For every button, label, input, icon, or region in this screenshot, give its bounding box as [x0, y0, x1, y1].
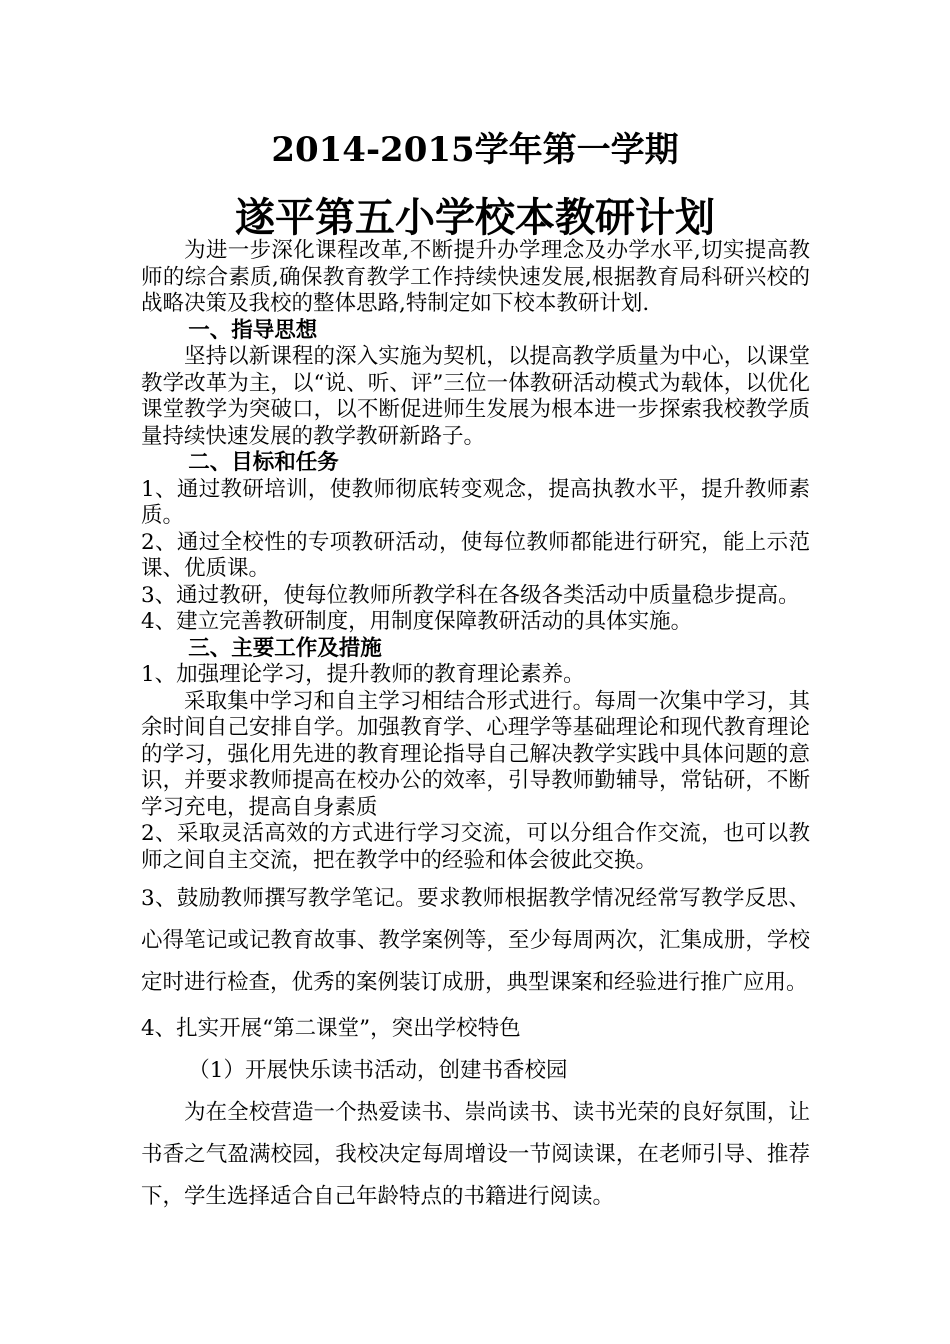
- sub-item-heading: （1）开展快乐读书活动，创建书香校园: [188, 1058, 568, 1083]
- goal-item: 2、通过全校性的专项教研活动，使每位教师都能进行研究，能上示范课、优质课。: [141, 529, 810, 581]
- measure-item: 2、采取灵活高效的方式进行学习交流，可以分组合作交流，也可以教师之间自主交流，把在教学中的经验和体会彼此交换。: [141, 821, 810, 873]
- guiding-idea-paragraph: 坚持以新课程的深入实施为契机，以提高教学质量为中心，以课堂教学改革为主，以“说、听、评”三位一体教研活动模式为载体，以优化课堂教学为突破口，以不断促进师生发展为根本进一步探索我校教学质量持续快速发展的教学教研新路子。: [141, 344, 810, 449]
- section-heading-guiding-idea: 一、指导思想: [188, 317, 318, 343]
- document-title-year: 2014-2015学年第一学期: [271, 130, 679, 170]
- goal-item: 1、通过教研培训，使教师彻底转变观念，提高执教水平，提升教师素质。: [141, 476, 810, 528]
- measure-item: 1、加强理论学习，提升教师的教育理论素养。: [141, 662, 585, 687]
- sub-item-body: 为在全校营造一个热爱读书、崇尚读书、读书光荣的良好氛围，让书香之气盈满校园，我校决定每周增设一节阅读课，在老师引导、推荐下，学生选择适合自己年龄特点的书籍进行阅读。: [141, 1100, 810, 1209]
- measure-item: 3、鼓励教师撰写教学笔记。要求教师根据教学情况经常写教学反思、心得笔记或记教育故事、教学案例等，至少每周两次，汇集成册，学校定时进行检查，优秀的案例装订成册，典型课案和经验进行推广应用。: [141, 886, 810, 995]
- intro-paragraph: 为进一步深化课程改革,不断提升办学理念及办学水平,切实提高教师的综合素质,确保教育教学工作持续快速发展,根据教育局科研兴校的战略决策及我校的整体思路,特制定如下校本教研计划.: [141, 238, 810, 316]
- measure-item-body: 采取集中学习和自主学习相结合形式进行。每周一次集中学习，其余时间自己安排自学。加强教育学、心理学等基础理论和现代教育理论的学习，强化用先进的教育理论指导自己解决教学实践中具体问题的意识，并要求教师提高在校办公的效率，引导教师勤辅导，常钻研，不断学习充电，提高自身素质: [141, 688, 810, 820]
- measure-item: 4、扎实开展“第二课堂”，突出学校特色: [141, 1016, 521, 1041]
- goal-item: 4、建立完善教研制度，用制度保障教研活动的具体实施。: [141, 609, 693, 634]
- document-body: [141, 238, 810, 1218]
- goal-item: 3、通过教研，使每位教师所教学科在各级各类活动中质量稳步提高。: [141, 582, 800, 608]
- section-heading-goals: 二、目标和任务: [188, 450, 339, 475]
- section-heading-measures: 三、主要工作及措施: [188, 635, 382, 661]
- document-title: 遂平第五小学校本教研计划: [235, 194, 715, 241]
